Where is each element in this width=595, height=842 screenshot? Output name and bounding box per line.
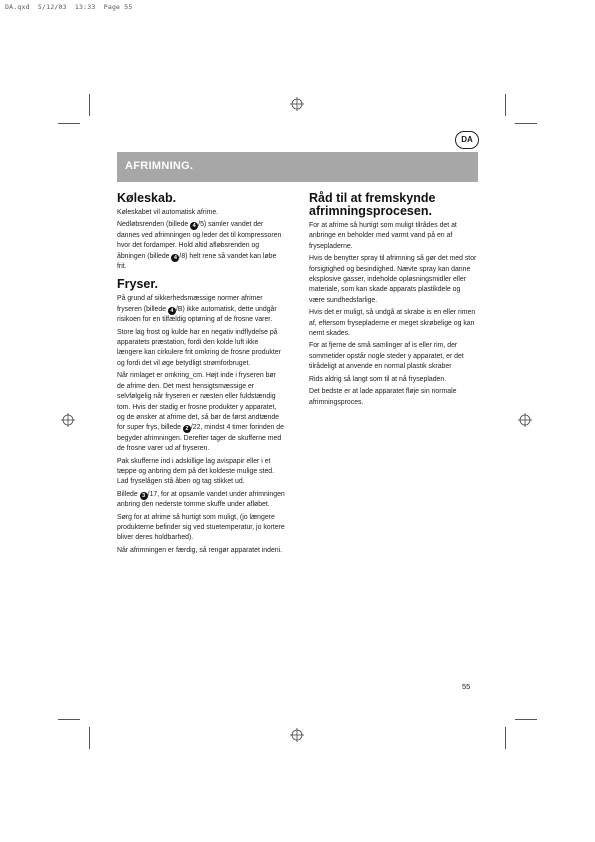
paragraph: Hvis det er muligt, så undgå at skrabe is en eller rimen af, eftersom frysepladerne er meget skrøbelige og kan nemt skades. [309,309,476,338]
page-number: 55 [462,682,471,691]
figure-number-badge: 4 [190,222,198,230]
figure-number-badge: 4 [168,307,176,315]
paragraph: For at afrime så hurtigt som muligt tilrådes det at anbringe en beholder med varmt vand på en af frysepladerne. [309,222,457,250]
paragraph: Når afrimningen er færdig, så rengør apparatet indeni. [117,546,283,554]
paragraph: For at fjerne de små samlinger af is eller rim, der sommetider opstår nogle steder y apparatet, er det tilrådeligt at anvende en normal plastik skraber [309,342,464,371]
registration-mark-icon [518,413,532,427]
right-column [309,192,477,410]
print-slug: DA.qxd 5/12/03 13:33 Page 55 [5,3,133,11]
crop-mark [505,94,506,116]
heading-koleskab: Køleskab. [117,191,177,205]
registration-mark-icon [61,413,75,427]
paragraph: Sørg for at afrime så hurtigt som muligt, (jo længere produkterne befinder sig ved stuetemperatur, jo kortere bliver deres holdbarhed). [117,513,285,542]
language-badge: DA [455,131,479,149]
crop-mark [58,123,80,124]
crop-mark [515,123,537,124]
crop-mark [58,719,80,720]
paragraph: Pak skufferne ind i adskillige lag avispapir eller i et tæppe og anbring dem på det koldeste mulige sted. Lad fryselågen stå åben og tag stikket ud. [117,457,275,486]
registration-mark-icon [290,728,304,742]
crop-mark [89,94,90,116]
left-column [117,192,285,558]
heading-rad: Råd til at fremskynde afrimningsprocesen. [309,191,436,218]
heading-fryser: Fryser. [117,277,159,292]
paragraph: Det bedste er at lade apparatet fløje sin normale afrimningsproces. [309,388,457,406]
section-title: AFRIMNING. [125,160,194,172]
paragraph: Når rimlaget er omkring_cm. Højt inde i fryseren bør de afrime den. Det mest hensigtsmæssige er selvfølgelig når fryseren er næsten eller fuldstændig tom. Hvis der stadig er frosne produkter y apparatet, og de ønsker at afrime det, så bør de først andtænde for super frys, billede 2 /22, mindst 4 timer forinden de begyder afrimningen. Derefter tager de skufferne med de frosne varer ud af fryseren. [117,372,284,453]
paragraph: Store lag frost og kulde har en negativ indflydelse på apparatets præstation, fordi den kolde luft ikke længere kan cirkulere frit omkring de frosne produkter og fordi det vil øge betydligt strømforbruget. [117,328,281,367]
figure-number-badge: 2 [183,425,191,433]
paragraph: Køleskabet vil automatisk afrime. [117,209,219,216]
paragraph: Rids aldrig så langt som til at nå frysepladen. [309,375,447,383]
crop-mark [505,727,506,749]
figure-number-badge: 3 [140,492,148,500]
paragraph: Nedløbsrenden (billede 4 /5) samler vandet der dannes ved afrimningen og leder det til kompressoren hvor det fordamper. Hold altid afløbsrenden og åbningen (billede 4 /8) helt rene så vandet kan løbe frit. [117,221,282,271]
section-banner [117,152,478,182]
figure-number-badge: 4 [171,254,179,262]
paragraph: Hvis de benytter spray til afrimning så gør det med stor forsigtighed og besindighed. Nævte spray kan danne eksplosive gasser, indeholde opløsningsmidler eller materiale, som kan skade apparats plastikdele og være sundhedsfarlige. [309,255,477,304]
paragraph: Billede 3 /17, for at opsamle vandet under afrimningen anbring den nederste tomme skuffe under afløbet. [117,490,285,509]
paragraph: På grund af sikkerhedsmæssige normer afrimer fryseren (billede 4 /B) ikke automatisk, dette undgår risikoen for en tilfældig optøning af de frosne varer. [117,295,277,324]
crop-mark [89,727,90,749]
registration-mark-icon [290,97,304,111]
crop-mark [515,719,537,720]
